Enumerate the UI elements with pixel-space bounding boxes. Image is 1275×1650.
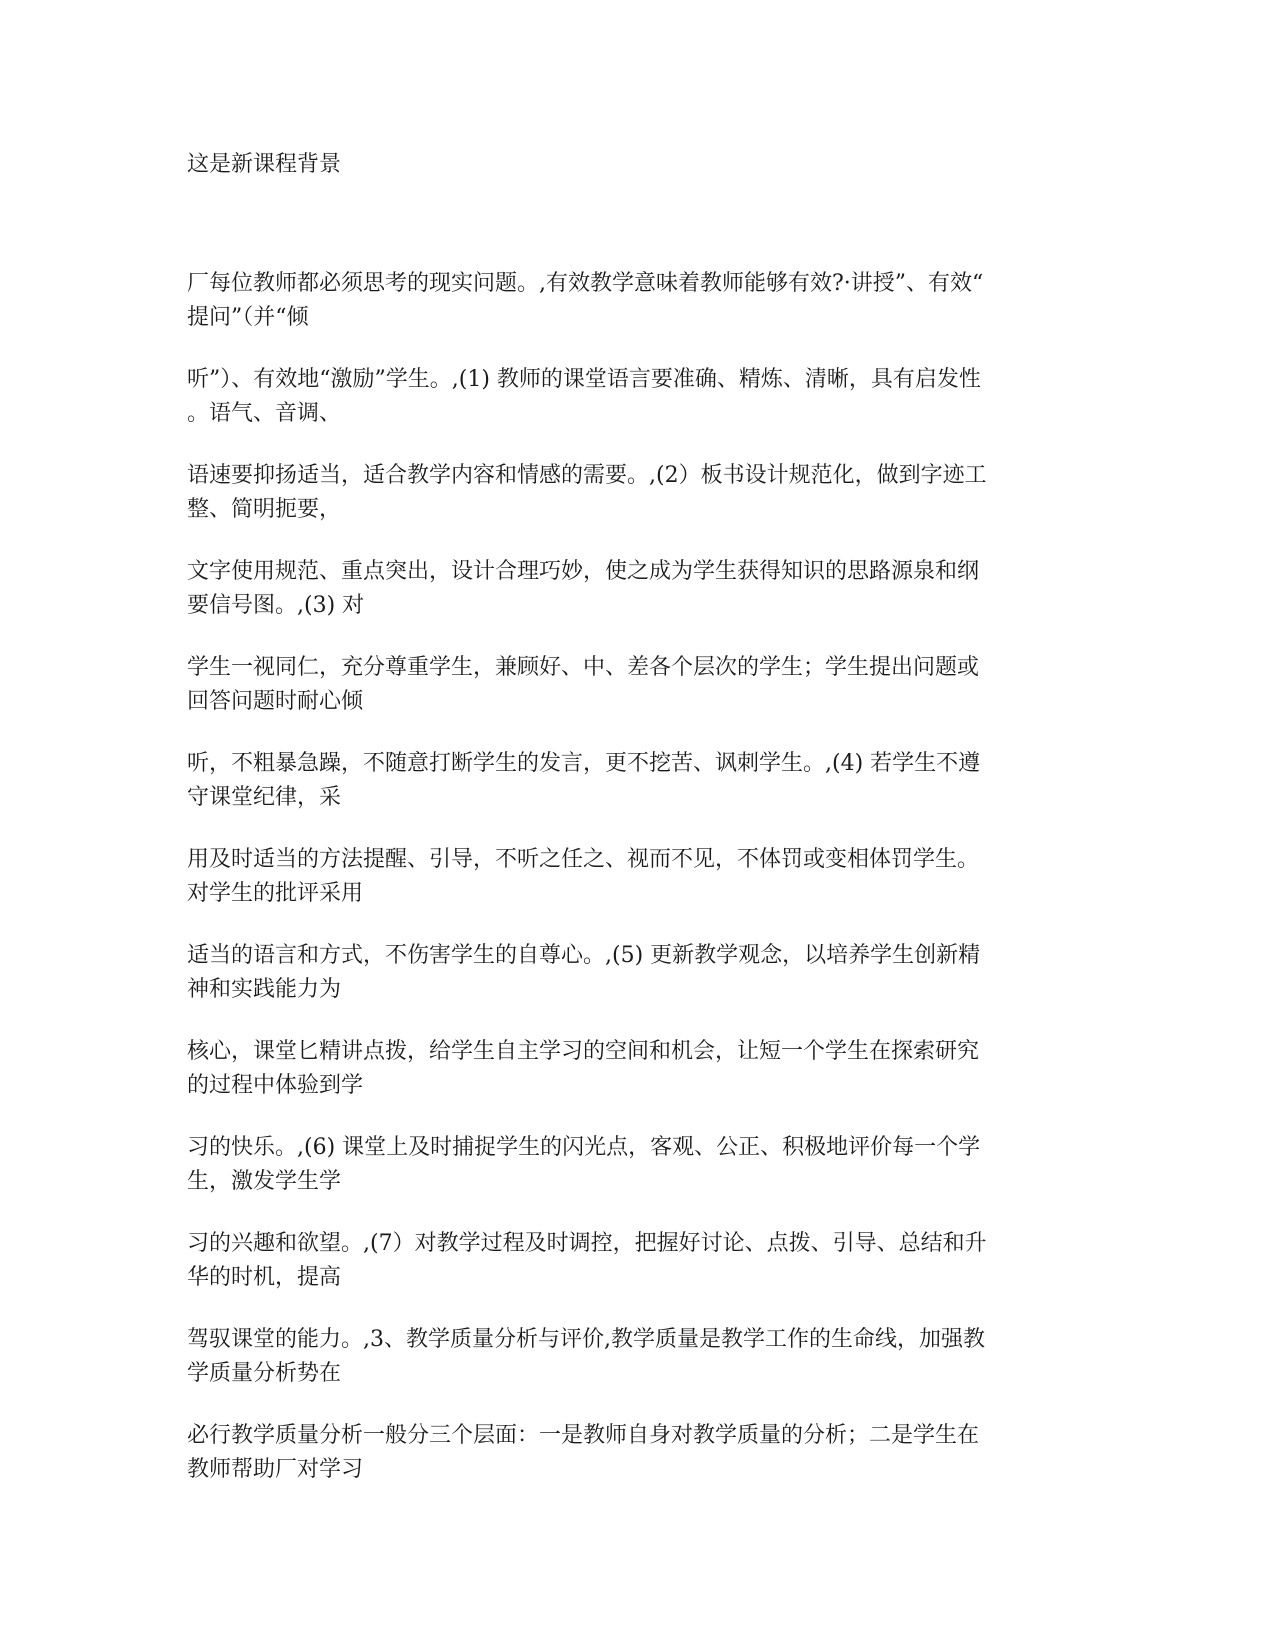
paragraph-line: 回答问题时耐心倾 — [187, 689, 364, 714]
paragraph-line: 习的快乐。,(6) 课堂上及时捕捉学生的闪光点，客观、公正、积极地评价每一个学 — [187, 1135, 981, 1160]
paragraph — [187, 843, 1092, 911]
paragraph-line: 语速要抑扬适当，适合教学内容和情感的需要。,(2）板书设计规范化，做到字迹工 — [187, 463, 987, 488]
paragraph-line: 整、简明扼要， — [187, 497, 342, 522]
paragraph-line: 学生一视同仁，充分尊重学生，兼顾好、中、差各个层次的学生；学生提出问题或 — [187, 655, 980, 680]
paragraph-line: 。语气、音调、 — [187, 401, 342, 426]
paragraph-line: 教师帮助厂对学习 — [187, 1457, 364, 1482]
paragraph — [187, 1131, 1092, 1199]
paragraph-line: 必行教学质量分析一般分三个层面：一是教师自身对教学质量的分析；二是学生在 — [187, 1423, 980, 1448]
paragraph-line: 学质量分析势在 — [187, 1361, 342, 1386]
paragraph — [187, 267, 1092, 335]
paragraph-line: 文字使用规范、重点突出，设计合理巧妙，使之成为学生获得知识的思路源泉和纲 — [187, 559, 980, 584]
document-heading: 这是新课程背景 — [187, 152, 342, 177]
paragraph-line: 守课堂纪律，采 — [187, 785, 342, 810]
paragraph — [187, 939, 1092, 1007]
paragraph — [187, 555, 1092, 623]
paragraph — [187, 1323, 1092, 1391]
paragraph-line: 神和实践能力为 — [187, 977, 342, 1002]
paragraph-line: 对学生的批评采用 — [187, 881, 364, 906]
paragraph-line: 核心，课堂匕精讲点拨，给学生自主学习的空间和机会，让短一个学生在探索研究 — [187, 1039, 980, 1064]
paragraph — [187, 1035, 1092, 1103]
paragraph-line: 适当的语言和方式，不伤害学生的自尊心。,(5) 更新教学观念，以培养学生创新精 — [187, 943, 981, 968]
paragraph-line: 的过程中体验到学 — [187, 1073, 364, 1098]
paragraph-line: 用及时适当的方法提醒、引导，不听之任之、视而不见，不体罚或变相体罚学生。 — [187, 847, 980, 872]
paragraph — [187, 1227, 1092, 1295]
paragraph — [187, 651, 1092, 719]
paragraph-line: 厂每位教师都必须思考的现实问题。,有效教学意味着教师能够有效?·讲授”、有效“ — [187, 271, 984, 296]
paragraph — [187, 459, 1092, 527]
paragraph-line: 要信号图。,(3) 对 — [187, 593, 365, 618]
paragraph-line: 听”）、有效地“激励”学生。,(1) 教师的课堂语言要准确、精炼、清晰，具有启发性 — [187, 367, 981, 392]
paragraph-line: 驾驭课堂的能力。,3、教学质量分析与评价,教学质量是教学工作的生命线，加强教 — [187, 1327, 985, 1352]
paragraph — [187, 363, 1092, 431]
paragraph-line: 习的兴趣和欲望。,(7）对教学过程及时调控，把握好讨论、点拨、引导、总结和升 — [187, 1231, 987, 1256]
paragraph-line: 提问”（并“倾 — [187, 305, 309, 330]
paragraph — [187, 747, 1092, 815]
paragraph — [187, 1419, 1092, 1487]
paragraph-line: 听，不粗暴急躁，不随意打断学生的发言，更不挖苦、讽刺学生。,(4) 若学生不遵 — [187, 751, 981, 776]
document-body — [187, 267, 1092, 1515]
paragraph-line: 华的时机，提高 — [187, 1265, 342, 1290]
paragraph-line: 生，激发学生学 — [187, 1169, 342, 1194]
